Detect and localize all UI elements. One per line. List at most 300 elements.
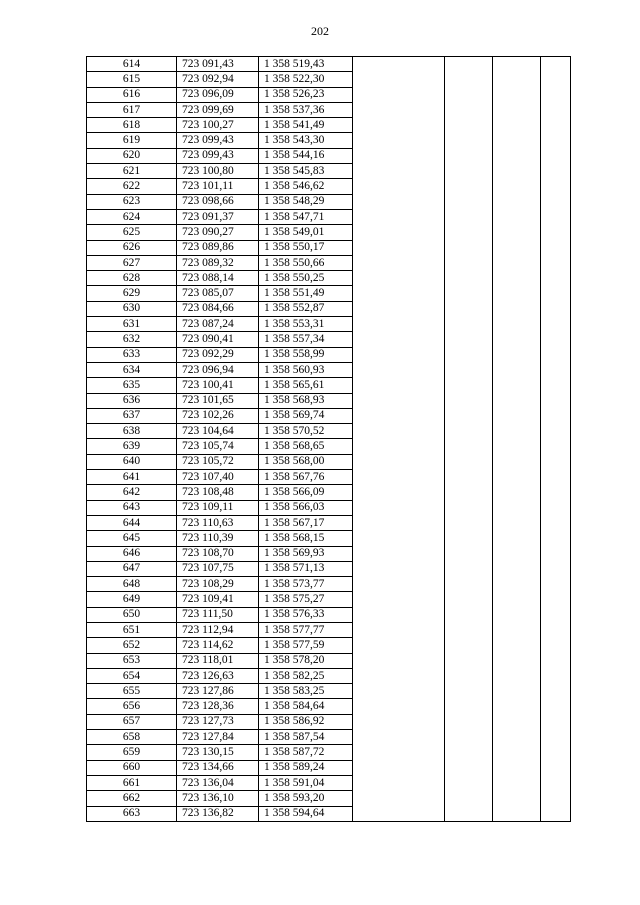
empty-cell — [445, 209, 493, 224]
empty-cell — [353, 240, 445, 255]
point-number-cell: 650 — [87, 607, 177, 622]
empty-cell — [541, 57, 571, 72]
x-coordinate-cell: 723 088,14 — [177, 271, 259, 286]
point-number-cell: 627 — [87, 255, 177, 270]
y-coordinate-cell: 1 358 567,76 — [259, 470, 353, 485]
table-row — [87, 347, 571, 362]
x-coordinate-cell: 723 089,32 — [177, 255, 259, 270]
x-coordinate-cell: 723 105,74 — [177, 439, 259, 454]
y-coordinate-cell: 1 358 586,92 — [259, 714, 353, 729]
empty-cell — [541, 485, 571, 500]
table-row — [87, 148, 571, 163]
empty-cell — [493, 485, 541, 500]
table-body — [87, 57, 571, 822]
table-row — [87, 317, 571, 332]
empty-cell — [353, 577, 445, 592]
empty-cell — [541, 102, 571, 117]
empty-cell — [541, 240, 571, 255]
x-coordinate-cell: 723 100,80 — [177, 164, 259, 179]
table-row — [87, 57, 571, 72]
empty-cell — [445, 179, 493, 194]
empty-cell — [353, 668, 445, 683]
empty-cell — [445, 622, 493, 637]
empty-cell — [493, 317, 541, 332]
empty-cell — [541, 714, 571, 729]
y-coordinate-cell: 1 358 557,34 — [259, 332, 353, 347]
x-coordinate-cell: 723 102,26 — [177, 408, 259, 423]
empty-cell — [353, 806, 445, 821]
empty-cell — [353, 745, 445, 760]
table-row — [87, 393, 571, 408]
empty-cell — [445, 332, 493, 347]
point-number-cell: 629 — [87, 286, 177, 301]
empty-cell — [353, 622, 445, 637]
y-coordinate-cell: 1 358 519,43 — [259, 57, 353, 72]
empty-cell — [493, 225, 541, 240]
empty-cell — [541, 454, 571, 469]
y-coordinate-cell: 1 358 582,25 — [259, 668, 353, 683]
empty-cell — [353, 546, 445, 561]
table-row — [87, 653, 571, 668]
table-row — [87, 607, 571, 622]
empty-cell — [493, 561, 541, 576]
table-row — [87, 791, 571, 806]
empty-cell — [445, 515, 493, 530]
x-coordinate-cell: 723 127,86 — [177, 684, 259, 699]
empty-cell — [493, 775, 541, 790]
empty-cell — [445, 592, 493, 607]
table-row — [87, 164, 571, 179]
point-number-cell: 634 — [87, 362, 177, 377]
point-number-cell: 623 — [87, 194, 177, 209]
y-coordinate-cell: 1 358 576,33 — [259, 607, 353, 622]
empty-cell — [353, 439, 445, 454]
table-row — [87, 301, 571, 316]
empty-cell — [541, 745, 571, 760]
empty-cell — [493, 148, 541, 163]
table-row — [87, 439, 571, 454]
table-row — [87, 515, 571, 530]
x-coordinate-cell: 723 126,63 — [177, 668, 259, 683]
empty-cell — [541, 500, 571, 515]
y-coordinate-cell: 1 358 565,61 — [259, 378, 353, 393]
empty-cell — [541, 72, 571, 87]
empty-cell — [445, 607, 493, 622]
empty-cell — [493, 470, 541, 485]
empty-cell — [541, 515, 571, 530]
table-row — [87, 714, 571, 729]
x-coordinate-cell: 723 108,29 — [177, 577, 259, 592]
empty-cell — [445, 72, 493, 87]
point-number-cell: 617 — [87, 102, 177, 117]
point-number-cell: 619 — [87, 133, 177, 148]
empty-cell — [493, 393, 541, 408]
empty-cell — [353, 775, 445, 790]
point-number-cell: 651 — [87, 622, 177, 637]
empty-cell — [445, 408, 493, 423]
y-coordinate-cell: 1 358 577,59 — [259, 638, 353, 653]
point-number-cell: 625 — [87, 225, 177, 240]
y-coordinate-cell: 1 358 550,66 — [259, 255, 353, 270]
x-coordinate-cell: 723 099,69 — [177, 102, 259, 117]
point-number-cell: 630 — [87, 301, 177, 316]
empty-cell — [541, 760, 571, 775]
empty-cell — [493, 592, 541, 607]
empty-cell — [541, 347, 571, 362]
y-coordinate-cell: 1 358 587,54 — [259, 730, 353, 745]
y-coordinate-cell: 1 358 522,30 — [259, 72, 353, 87]
y-coordinate-cell: 1 358 546,62 — [259, 179, 353, 194]
x-coordinate-cell: 723 136,10 — [177, 791, 259, 806]
point-number-cell: 644 — [87, 515, 177, 530]
empty-cell — [353, 179, 445, 194]
empty-cell — [445, 760, 493, 775]
empty-cell — [493, 760, 541, 775]
empty-cell — [541, 730, 571, 745]
empty-cell — [353, 102, 445, 117]
empty-cell — [353, 317, 445, 332]
y-coordinate-cell: 1 358 593,20 — [259, 791, 353, 806]
point-number-cell: 622 — [87, 179, 177, 194]
y-coordinate-cell: 1 358 568,15 — [259, 531, 353, 546]
empty-cell — [493, 301, 541, 316]
table-row — [87, 362, 571, 377]
empty-cell — [353, 118, 445, 133]
empty-cell — [445, 271, 493, 286]
point-number-cell: 648 — [87, 577, 177, 592]
empty-cell — [493, 730, 541, 745]
empty-cell — [541, 164, 571, 179]
table-row — [87, 225, 571, 240]
empty-cell — [541, 546, 571, 561]
empty-cell — [445, 286, 493, 301]
empty-cell — [493, 347, 541, 362]
point-number-cell: 663 — [87, 806, 177, 821]
x-coordinate-cell: 723 111,50 — [177, 607, 259, 622]
empty-cell — [541, 133, 571, 148]
empty-cell — [541, 622, 571, 637]
y-coordinate-cell: 1 358 553,31 — [259, 317, 353, 332]
empty-cell — [445, 531, 493, 546]
point-number-cell: 657 — [87, 714, 177, 729]
y-coordinate-cell: 1 358 594,64 — [259, 806, 353, 821]
table-row — [87, 454, 571, 469]
x-coordinate-cell: 723 100,27 — [177, 118, 259, 133]
empty-cell — [445, 133, 493, 148]
x-coordinate-cell: 723 090,27 — [177, 225, 259, 240]
point-number-cell: 641 — [87, 470, 177, 485]
empty-cell — [353, 699, 445, 714]
y-coordinate-cell: 1 358 547,71 — [259, 209, 353, 224]
empty-cell — [445, 301, 493, 316]
x-coordinate-cell: 723 084,66 — [177, 301, 259, 316]
empty-cell — [353, 209, 445, 224]
empty-cell — [445, 699, 493, 714]
table-row — [87, 806, 571, 821]
table-row — [87, 577, 571, 592]
x-coordinate-cell: 723 110,63 — [177, 515, 259, 530]
empty-cell — [353, 515, 445, 530]
table-row — [87, 745, 571, 760]
empty-cell — [541, 638, 571, 653]
point-number-cell: 655 — [87, 684, 177, 699]
empty-cell — [445, 806, 493, 821]
empty-cell — [541, 194, 571, 209]
empty-cell — [493, 638, 541, 653]
empty-cell — [493, 607, 541, 622]
empty-cell — [541, 439, 571, 454]
empty-cell — [493, 133, 541, 148]
point-number-cell: 642 — [87, 485, 177, 500]
x-coordinate-cell: 723 096,94 — [177, 362, 259, 377]
empty-cell — [445, 255, 493, 270]
point-number-cell: 653 — [87, 653, 177, 668]
point-number-cell: 637 — [87, 408, 177, 423]
empty-cell — [493, 622, 541, 637]
empty-cell — [353, 791, 445, 806]
empty-cell — [493, 87, 541, 102]
y-coordinate-cell: 1 358 575,27 — [259, 592, 353, 607]
x-coordinate-cell: 723 114,62 — [177, 638, 259, 653]
empty-cell — [445, 454, 493, 469]
x-coordinate-cell: 723 108,70 — [177, 546, 259, 561]
y-coordinate-cell: 1 358 545,83 — [259, 164, 353, 179]
y-coordinate-cell: 1 358 573,77 — [259, 577, 353, 592]
empty-cell — [353, 271, 445, 286]
table-row — [87, 470, 571, 485]
page-number: 202 — [311, 24, 329, 38]
empty-cell — [541, 470, 571, 485]
empty-cell — [541, 271, 571, 286]
table-row — [87, 775, 571, 790]
point-number-cell: 656 — [87, 699, 177, 714]
point-number-cell: 636 — [87, 393, 177, 408]
empty-cell — [541, 775, 571, 790]
empty-cell — [353, 378, 445, 393]
empty-cell — [493, 332, 541, 347]
empty-cell — [493, 118, 541, 133]
y-coordinate-cell: 1 358 591,04 — [259, 775, 353, 790]
y-coordinate-cell: 1 358 571,13 — [259, 561, 353, 576]
empty-cell — [541, 424, 571, 439]
table-row — [87, 730, 571, 745]
empty-cell — [445, 164, 493, 179]
empty-cell — [353, 286, 445, 301]
empty-cell — [353, 347, 445, 362]
y-coordinate-cell: 1 358 569,93 — [259, 546, 353, 561]
x-coordinate-cell: 723 108,48 — [177, 485, 259, 500]
empty-cell — [541, 653, 571, 668]
y-coordinate-cell: 1 358 552,87 — [259, 301, 353, 316]
point-number-cell: 624 — [87, 209, 177, 224]
empty-cell — [493, 668, 541, 683]
empty-cell — [541, 301, 571, 316]
empty-cell — [353, 760, 445, 775]
point-number-cell: 616 — [87, 87, 177, 102]
empty-cell — [493, 577, 541, 592]
empty-cell — [541, 378, 571, 393]
empty-cell — [541, 255, 571, 270]
point-number-cell: 618 — [87, 118, 177, 133]
empty-cell — [445, 653, 493, 668]
y-coordinate-cell: 1 358 566,03 — [259, 500, 353, 515]
x-coordinate-cell: 723 101,11 — [177, 179, 259, 194]
y-coordinate-cell: 1 358 569,74 — [259, 408, 353, 423]
table-row — [87, 179, 571, 194]
empty-cell — [493, 179, 541, 194]
empty-cell — [541, 791, 571, 806]
table-row — [87, 592, 571, 607]
table-row — [87, 255, 571, 270]
empty-cell — [445, 148, 493, 163]
empty-cell — [353, 454, 445, 469]
empty-cell — [493, 57, 541, 72]
y-coordinate-cell: 1 358 541,49 — [259, 118, 353, 133]
y-coordinate-cell: 1 358 558,99 — [259, 347, 353, 362]
point-number-cell: 620 — [87, 148, 177, 163]
x-coordinate-cell: 723 091,37 — [177, 209, 259, 224]
empty-cell — [493, 806, 541, 821]
x-coordinate-cell: 723 096,09 — [177, 87, 259, 102]
empty-cell — [541, 179, 571, 194]
table-row — [87, 500, 571, 515]
point-number-cell: 628 — [87, 271, 177, 286]
empty-cell — [445, 362, 493, 377]
table-row — [87, 87, 571, 102]
empty-cell — [541, 561, 571, 576]
empty-cell — [541, 806, 571, 821]
empty-cell — [541, 286, 571, 301]
empty-cell — [493, 454, 541, 469]
empty-cell — [541, 393, 571, 408]
empty-cell — [445, 347, 493, 362]
point-number-cell: 621 — [87, 164, 177, 179]
point-number-cell: 638 — [87, 424, 177, 439]
table-row — [87, 408, 571, 423]
x-coordinate-cell: 723 105,72 — [177, 454, 259, 469]
x-coordinate-cell: 723 118,01 — [177, 653, 259, 668]
x-coordinate-cell: 723 109,41 — [177, 592, 259, 607]
y-coordinate-cell: 1 358 568,93 — [259, 393, 353, 408]
point-number-cell: 614 — [87, 57, 177, 72]
empty-cell — [445, 225, 493, 240]
table-row — [87, 240, 571, 255]
table-row — [87, 760, 571, 775]
x-coordinate-cell: 723 107,40 — [177, 470, 259, 485]
y-coordinate-cell: 1 358 526,23 — [259, 87, 353, 102]
empty-cell — [493, 714, 541, 729]
point-number-cell: 639 — [87, 439, 177, 454]
empty-cell — [445, 485, 493, 500]
y-coordinate-cell: 1 358 551,49 — [259, 286, 353, 301]
empty-cell — [353, 255, 445, 270]
empty-cell — [493, 439, 541, 454]
empty-cell — [541, 148, 571, 163]
empty-cell — [445, 439, 493, 454]
x-coordinate-cell: 723 087,24 — [177, 317, 259, 332]
table-row — [87, 72, 571, 87]
empty-cell — [493, 424, 541, 439]
empty-cell — [353, 485, 445, 500]
table-row — [87, 271, 571, 286]
empty-cell — [445, 317, 493, 332]
empty-cell — [445, 378, 493, 393]
y-coordinate-cell: 1 358 537,36 — [259, 102, 353, 117]
x-coordinate-cell: 723 136,04 — [177, 775, 259, 790]
empty-cell — [445, 546, 493, 561]
empty-cell — [541, 209, 571, 224]
table-row — [87, 622, 571, 637]
empty-cell — [493, 684, 541, 699]
empty-cell — [445, 561, 493, 576]
empty-cell — [445, 118, 493, 133]
empty-cell — [445, 745, 493, 760]
point-number-cell: 649 — [87, 592, 177, 607]
table-row — [87, 485, 571, 500]
empty-cell — [541, 362, 571, 377]
x-coordinate-cell: 723 104,64 — [177, 424, 259, 439]
empty-cell — [541, 317, 571, 332]
y-coordinate-cell: 1 358 583,25 — [259, 684, 353, 699]
x-coordinate-cell: 723 112,94 — [177, 622, 259, 637]
y-coordinate-cell: 1 358 577,77 — [259, 622, 353, 637]
empty-cell — [493, 209, 541, 224]
table-row — [87, 194, 571, 209]
empty-cell — [493, 362, 541, 377]
empty-cell — [353, 57, 445, 72]
x-coordinate-cell: 723 100,41 — [177, 378, 259, 393]
empty-cell — [541, 118, 571, 133]
empty-cell — [445, 730, 493, 745]
table-row — [87, 668, 571, 683]
empty-cell — [493, 791, 541, 806]
y-coordinate-cell: 1 358 544,16 — [259, 148, 353, 163]
empty-cell — [493, 699, 541, 714]
table-row — [87, 133, 571, 148]
point-number-cell: 652 — [87, 638, 177, 653]
empty-cell — [541, 531, 571, 546]
empty-cell — [353, 500, 445, 515]
x-coordinate-cell: 723 091,43 — [177, 57, 259, 72]
point-number-cell: 645 — [87, 531, 177, 546]
x-coordinate-cell: 723 110,39 — [177, 531, 259, 546]
empty-cell — [353, 362, 445, 377]
point-number-cell: 654 — [87, 668, 177, 683]
empty-cell — [353, 72, 445, 87]
empty-cell — [353, 133, 445, 148]
x-coordinate-cell: 723 128,36 — [177, 699, 259, 714]
x-coordinate-cell: 723 098,66 — [177, 194, 259, 209]
empty-cell — [445, 194, 493, 209]
point-number-cell: 635 — [87, 378, 177, 393]
empty-cell — [353, 424, 445, 439]
empty-cell — [541, 87, 571, 102]
empty-cell — [493, 500, 541, 515]
empty-cell — [493, 194, 541, 209]
x-coordinate-cell: 723 090,41 — [177, 332, 259, 347]
coordinates-table — [86, 56, 571, 822]
point-number-cell: 658 — [87, 730, 177, 745]
table-row — [87, 424, 571, 439]
empty-cell — [353, 561, 445, 576]
y-coordinate-cell: 1 358 566,09 — [259, 485, 353, 500]
empty-cell — [353, 408, 445, 423]
y-coordinate-cell: 1 358 584,64 — [259, 699, 353, 714]
point-number-cell: 633 — [87, 347, 177, 362]
empty-cell — [353, 638, 445, 653]
empty-cell — [493, 408, 541, 423]
point-number-cell: 646 — [87, 546, 177, 561]
